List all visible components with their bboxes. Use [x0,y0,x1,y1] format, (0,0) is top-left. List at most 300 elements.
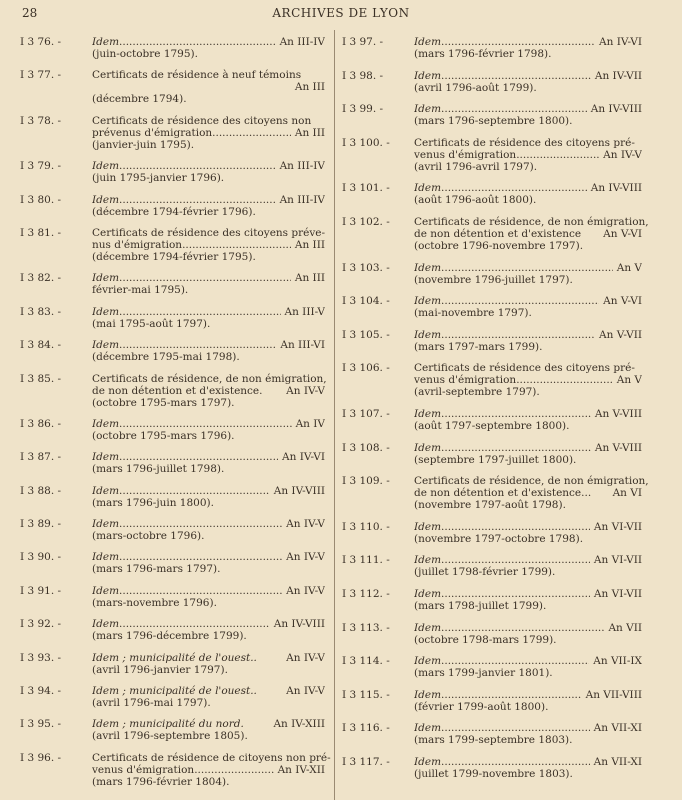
entry-period: An III-IV [279,36,325,48]
leader-dots [441,182,587,194]
archive-entry [20,418,325,442]
entry-text: prévenus d'émigration [92,126,213,139]
entry-line [92,518,325,530]
archive-entry [20,115,325,151]
entry-text: Idem [414,722,442,735]
archive-entry [342,262,642,286]
entry-date-range: (août 1797-septembre 1800). [414,419,570,432]
entry-line [92,272,325,284]
entry-date-range: (mars 1796-décembre 1799). [92,630,247,643]
entry-code: I 3 108. - [342,441,390,454]
leader-dots [119,339,276,351]
entry-date-range: (août 1796-août 1800). [414,194,537,207]
entry-line [414,149,642,161]
leader-dots [119,518,282,530]
entry-date-range: (janvier-juin 1795). [92,138,195,151]
entry-line [414,487,642,499]
entry-date-range: (avril 1796-avril 1797). [414,160,538,173]
entry-text: Idem [414,261,442,274]
archive-entry [342,521,642,545]
entry-text: Idem [414,295,442,308]
archive-entry [20,69,325,105]
entry-period: An V-VI [603,295,642,308]
archive-entry [20,485,325,509]
entry-period: An V-VI [603,227,642,240]
leader-dots [441,655,589,667]
entry-date-range: Certificats de résidence, de non émigration, [414,475,649,488]
entry-date-range: (décembre 1794-février 1796). [92,205,256,218]
archive-entry [342,70,642,94]
entry-text: Idem [92,339,120,352]
entry-date-range: (mai 1795-août 1797). [92,317,211,330]
entry-line [92,485,325,497]
entry-date-range: (octobre 1796-novembre 1797). [414,239,584,252]
entry-date-range: (octobre 1795-mars 1797). [92,396,235,409]
entry-line [92,385,325,397]
entry-period: An IV-VII [594,69,642,82]
entry-text: Idem ; municipalité de l'ouest.. [92,685,257,698]
entry-date-range: (avril 1796-septembre 1805). [92,730,248,743]
entry-date-range: (mars 1797-mars 1799). [414,340,543,353]
entry-code: I 3 94. - [20,685,62,698]
entry-text: Idem [92,551,120,564]
leader-dots [516,149,599,161]
entry-code: I 3 115. - [342,688,390,701]
archive-entry [342,622,642,646]
entry-period: An IV [295,417,325,430]
entry-code: I 3 107. - [342,407,390,420]
entry-line [92,551,325,563]
entry-period: An VII-XI [593,755,642,768]
entry-code: I 3 106. - [342,362,390,375]
entry-period: An III [294,238,325,251]
entry-code: I 3 96. - [20,751,62,764]
entry-text: de non détention et d'existence [414,227,582,240]
entry-code: I 3 78. - [20,114,62,127]
entry-text: Idem [414,407,442,420]
right-column [342,36,649,789]
leader-dots [441,36,595,48]
entry-date-range: février-mai 1795). [92,284,189,297]
leader-dots [441,588,590,600]
entry-period: An V-VIII [594,407,642,420]
archive-entry [20,306,325,330]
entry-period: An III-V [284,305,325,318]
archive-entry [20,751,331,788]
entry-text: de non détention et d'existence... [414,487,592,500]
entry-code: I 3 85. - [20,372,62,385]
entry-line [92,81,325,93]
archive-entry [20,718,325,742]
entry-text: Idem [92,451,120,464]
archive-entry [342,655,642,679]
entry-period: An V-VIII [594,441,642,454]
leader-dots [119,418,292,430]
entry-date-range: Certificats de résidence, de non émigration, [92,372,327,385]
entry-text: Idem [92,305,120,318]
entry-code: I 3 97. - [342,36,384,48]
archive-entry [342,689,642,713]
entry-code: I 3 111. - [342,554,390,567]
entry-code: I 3 112. - [342,587,390,600]
entry-date-range: (juillet 1799-novembre 1803). [414,767,573,780]
entry-code: I 3 105. - [342,328,390,341]
archive-entry [20,227,325,263]
entry-date-range: (novembre 1797-octobre 1798). [414,532,584,545]
entry-line [92,764,325,776]
entry-date-range: Certificats de résidence à neuf témoins [92,69,302,82]
leader-dots [441,622,604,634]
entry-period: An VI [612,487,642,500]
archive-entry [342,722,642,746]
entry-code: I 3 90. - [20,551,62,564]
leader-dots [119,272,291,284]
entry-code: I 3 116. - [342,722,390,735]
leader-dots [441,103,587,115]
entry-date-range: (mars 1796-février 1798). [414,48,552,60]
archive-entry [20,652,325,676]
entry-period: An VII [608,621,642,634]
entry-period: An IV-XII [277,763,325,776]
entry-date-range: (mars 1799-janvier 1801). [414,667,553,680]
leader-dots [194,764,273,776]
leader-dots [119,451,278,463]
entry-text: Idem [414,587,442,600]
entry-line [92,239,325,251]
entry-line [414,374,642,386]
entry-date-range: (octobre 1795-mars 1796). [92,429,235,442]
entry-text: venus d'émigration [92,763,195,776]
archive-entry [342,215,649,252]
column-divider [334,30,335,800]
entry-period: An VII-IX [593,655,642,668]
archive-entry [20,518,325,542]
entry-text: nus d'émigration [92,238,183,251]
entry-line [414,521,642,533]
entry-text: Idem [414,520,442,533]
entry-code: I 3 110. - [342,520,390,533]
entry-code: I 3 109. - [342,475,390,488]
entry-period: An VI-VII [593,554,642,567]
entry-date-range: (mars 1796-septembre 1800). [414,115,573,128]
entry-line [414,756,642,768]
entry-code: I 3 102. - [342,215,390,228]
entry-date-range: (décembre 1795-mai 1798). [92,351,240,364]
entry-period: An IV-V [286,584,325,597]
entry-text: Idem [92,584,120,597]
entry-code: I 3 98. - [342,69,384,82]
entry-text: Idem [92,484,120,497]
leader-dots [441,262,613,274]
entry-text: Idem [414,36,442,48]
left-column [20,36,331,797]
leader-dots [119,36,276,48]
archive-entry [20,194,325,218]
entry-text: Idem [414,69,442,82]
archive-entry [342,475,649,512]
entry-text: de non détention et d'existence. [92,384,263,397]
entry-period: An IV-VI [282,451,325,464]
leader-dots [441,521,590,533]
archive-entry [342,103,642,127]
leader-dots [119,194,276,206]
entry-date-range: (avril 1796-août 1799). [414,81,537,94]
entry-date-range: Certificats de résidence des citoyens préve- [92,226,326,239]
leader-dots [119,306,280,318]
entry-code: I 3 114. - [342,655,390,668]
entry-line [414,655,642,667]
entry-period: An IV-XIII [273,718,325,731]
archive-entry [20,551,325,575]
entry-text: Idem [92,417,120,430]
entry-text: Idem [92,272,120,285]
entry-period: An IV-VIII [273,618,325,631]
leader-dots [119,485,270,497]
entry-date-range: (mars-octobre 1796). [92,530,205,543]
entry-period: An V [616,374,642,387]
entry-date-range: Certificats de résidence des citoyens non [92,114,312,127]
entry-date-range: (mars 1796-mars 1797). [92,563,221,576]
archive-entry [342,442,642,466]
leader-dots [441,722,590,734]
leader-dots [441,295,599,307]
entry-line [92,160,325,172]
leader-dots [441,756,590,768]
entry-line [414,588,642,600]
entry-text: Idem [92,518,120,531]
entry-date-range: (avril 1796-mai 1797). [92,697,211,710]
entry-text: Idem [92,618,120,631]
entry-text: Idem [414,621,442,634]
entry-code: I 3 77. - [20,69,62,82]
entry-date-range: (mars-novembre 1796). [92,596,217,609]
entry-period: An IV-V [286,518,325,531]
archive-entry [342,588,642,612]
entry-code: I 3 103. - [342,261,390,274]
archive-entry [20,160,325,184]
entry-date-range: Certificats de résidence des citoyens pré- [414,362,635,375]
entry-text: Idem [414,755,442,768]
entry-date-range: (mars 1796-juin 1800). [92,496,214,509]
entry-text: Idem [414,441,442,454]
entry-line [414,295,642,307]
page-number: 28 [22,6,38,20]
entry-line [92,127,325,139]
entry-period: An IV-V [286,551,325,564]
archive-entry [20,451,325,475]
leader-dots [516,374,613,386]
leader-dots [441,554,590,566]
leader-dots [119,160,276,172]
entry-date-range: (décembre 1794-février 1795). [92,250,256,263]
entry-date-range: (février 1799-août 1800). [414,700,549,713]
entry-line [92,685,325,697]
archive-entry [342,362,642,398]
entry-code: I 3 104. - [342,295,390,308]
entry-period: An VI-VII [593,587,642,600]
entry-code: I 3 92. - [20,618,62,631]
entry-date-range: Certificats de résidence de citoyens non pré- [92,751,331,764]
entry-date-range: (mars 1796-février 1804). [92,775,230,788]
entry-line [414,70,642,82]
entry-period: An V [616,261,642,274]
entry-code: I 3 79. - [20,160,62,173]
archive-entry [342,182,642,206]
entry-period: An IV-V [286,685,325,698]
entry-text: Idem [92,36,120,48]
archive-entry [342,295,642,319]
entry-code: I 3 84. - [20,339,62,352]
entry-line [414,408,642,420]
entry-text: Idem [414,328,442,341]
entry-period: An IV-V [603,148,642,161]
entry-date-range: (mars 1798-juillet 1799). [414,599,547,612]
entry-text: Idem [414,655,442,668]
entry-line [414,103,642,115]
entry-period: An III-VI [280,339,325,352]
entry-line [414,554,642,566]
archive-entry [342,756,642,780]
entry-code: I 3 89. - [20,518,62,531]
entry-date-range: (novembre 1796-juillet 1797). [414,273,573,286]
entry-period: An IV-VIII [590,103,642,116]
archive-entry [20,36,325,60]
archive-entry [342,554,642,578]
archive-entry [20,339,325,363]
archive-entry [342,36,642,60]
entry-text: venus d'émigration [414,148,517,161]
archive-entry [342,137,642,173]
entry-line [414,622,642,634]
entry-code: I 3 113. - [342,621,390,634]
entry-period: An VI-VII [593,520,642,533]
entry-code: I 3 117. - [342,755,390,768]
entry-code: I 3 76. - [20,36,62,48]
entry-code: I 3 99. - [342,103,384,116]
entry-date-range: (juillet 1798-février 1799). [414,566,556,579]
entry-text: Idem [414,688,442,701]
entry-line [92,652,325,664]
entry-text: Idem ; municipalité de l'ouest.. [92,651,257,664]
leader-dots [441,408,591,420]
entry-line [414,228,642,240]
archive-entry [20,618,325,642]
entry-date-range: (octobre 1798-mars 1799). [414,633,557,646]
archive-entry [20,685,325,709]
entry-date-range: (novembre 1797-août 1798). [414,499,566,512]
entry-date-range: (mai-novembre 1797). [414,307,532,320]
entry-code: I 3 100. - [342,136,390,149]
entry-date-range: (avril 1796-janvier 1797). [92,663,228,676]
leader-dots [182,239,291,251]
leader-dots [441,329,595,341]
entry-line [92,339,325,351]
entry-line [92,306,325,318]
entry-period: An V-VII [599,328,642,341]
page-title: ARCHIVES DE LYON [272,6,410,20]
leader-dots [212,127,291,139]
entry-line [414,689,642,701]
entry-line [92,585,325,597]
entry-period: An III-IV [279,193,325,206]
entry-period: An III [294,272,325,285]
leader-dots [119,618,270,630]
entry-line [414,329,642,341]
entry-line [414,36,642,48]
entry-line [92,418,325,430]
entry-date-range: (mars 1796-juillet 1798). [92,463,225,476]
entry-code: I 3 101. - [342,182,390,195]
archive-entry [20,585,325,609]
entry-date-range: (juin-octobre 1795). [92,48,198,60]
entry-period: An VII-XI [593,722,642,735]
entry-period: An IV-VIII [590,182,642,195]
leader-dots [441,442,591,454]
entry-code: I 3 80. - [20,193,62,206]
entry-line [92,451,325,463]
entry-line [92,618,325,630]
entry-code: I 3 95. - [20,718,62,731]
entry-date-range: (mars 1799-septembre 1803). [414,734,573,747]
entry-code: I 3 86. - [20,417,62,430]
archive-entry [20,373,325,409]
entry-text: Idem [414,103,442,116]
entry-period: An IV-V [286,384,325,397]
leader-dots [119,551,282,563]
entry-text: venus d'émigration [414,374,517,387]
entry-line [92,718,325,730]
entry-period: An III [294,81,325,94]
entry-line [92,194,325,206]
entry-date-range: (septembre 1797-juillet 1800). [414,453,577,466]
entry-period: An III [294,126,325,139]
entry-date-range: (décembre 1794). [92,93,187,106]
entry-line [414,182,642,194]
entry-code: I 3 81. - [20,226,62,239]
entry-period: An VII-VIII [585,688,642,701]
entry-code: I 3 87. - [20,451,62,464]
entry-date-range: (juin 1795-janvier 1796). [92,172,225,185]
entry-line [414,722,642,734]
entry-line [414,262,642,274]
entry-code: I 3 88. - [20,484,62,497]
archive-entry [342,329,642,353]
entry-date-range: (avril-septembre 1797). [414,386,540,399]
entry-code: I 3 83. - [20,305,62,318]
entry-text: Idem [92,193,120,206]
entry-period: An IV-VI [599,36,642,48]
leader-dots [441,70,591,82]
entry-line [414,442,642,454]
entry-text: Idem [92,160,120,173]
entry-code: I 3 93. - [20,651,62,664]
leader-dots [441,689,582,701]
entry-date-range: Certificats de résidence des citoyens pré- [414,136,635,149]
entry-line [92,36,325,48]
entry-period: An III-IV [279,160,325,173]
entry-text: Idem [414,182,442,195]
leader-dots [119,585,282,597]
entry-code: I 3 91. - [20,584,62,597]
archive-entry [342,408,642,432]
entry-period: An IV-V [286,651,325,664]
entry-text: Idem ; municipalité du nord. [92,718,244,731]
entry-text: Idem [414,554,442,567]
entry-date-range: Certificats de résidence, de non émigration, [414,215,649,228]
entry-period: An IV-VIII [273,484,325,497]
archive-entry [20,272,325,296]
entry-code: I 3 82. - [20,272,62,285]
